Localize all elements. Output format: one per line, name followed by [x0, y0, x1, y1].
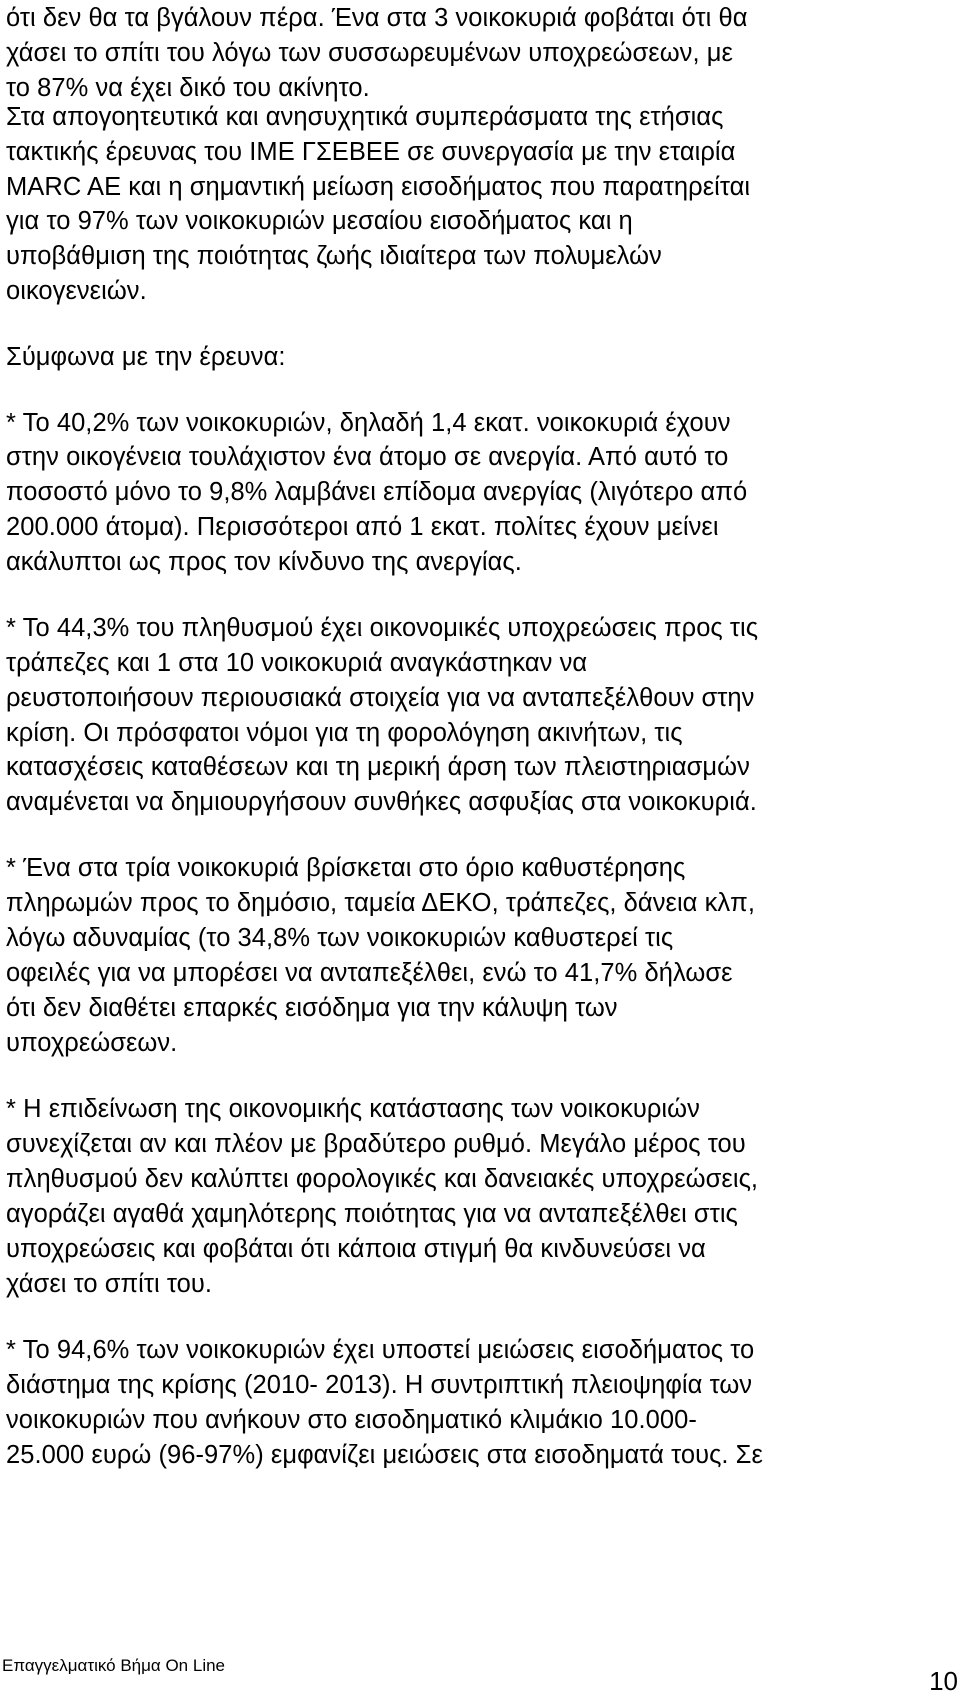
text-line: ποσοστό μόνο το 9,8% λαμβάνει επίδομα ανεργίας (λιγότερο από: [6, 478, 748, 506]
text-line: χάσει το σπίτι του λόγω των συσσωρευμένων υποχρεώσεων, με: [6, 39, 733, 67]
text-line: νοικοκυριών που ανήκουν στο εισοδηματικό κλιμάκιο 10.000-: [6, 1406, 697, 1434]
text-line: ότι δεν θα τα βγάλουν πέρα. Ένα στα 3 νοικοκυριά φοβάται ότι θα: [6, 4, 748, 32]
text-line: MARC AE και η σημαντική μείωση εισοδήματος που παρατηρείται: [6, 173, 751, 201]
text-line: αγοράζει αγαθά χαμηλότερης ποιότητας για να ανταπεξέλθει στις: [6, 1200, 738, 1228]
text-line: 25.000 ευρώ (96-97%) εμφανίζει μειώσεις στα εισοδηματά τους. Σε: [6, 1441, 763, 1469]
text-line: χάσει το σπίτι του.: [6, 1270, 212, 1298]
text-line: κατασχέσεις καταθέσεων και τη μερική άρση των πλειστηριασμών: [6, 753, 750, 781]
text-line: * Ένα στα τρία νοικοκυριά βρίσκεται στο όριο καθυστέρησης: [6, 854, 686, 882]
text-line: * Το 94,6% των νοικοκυριών έχει υποστεί μειώσεις εισοδήματος το: [6, 1336, 755, 1364]
text-line: συνεχίζεται αν και πλέον με βραδύτερο ρυθμό. Μεγάλο μέρος του: [6, 1130, 746, 1158]
text-line: για το 97% των νοικοκυριών μεσαίου εισοδήματος και η: [6, 207, 633, 235]
text-line: οφειλές για να μπορέσει να ανταπεξέλθει, ενώ το 41,7% δήλωσε: [6, 959, 733, 987]
text-line: ρευστοποιήσουν περιουσιακά στοιχεία για να ανταπεξέλθουν στην: [6, 684, 755, 712]
text-line: λόγω αδυναμίας (το 34,8% των νοικοκυριών καθυστερεί τις: [6, 924, 674, 952]
text-line: ότι δεν διαθέτει επαρκές εισόδημα για την κάλυψη των: [6, 994, 618, 1022]
text-line: κρίση. Οι πρόσφατοι νόμοι για τη φορολόγηση ακινήτων, τις: [6, 719, 683, 747]
text-line: αναμένεται να δημιουργήσουν συνθήκες ασφυξίας στα νοικοκυριά.: [6, 788, 757, 816]
text-line: * Το 40,2% των νοικοκυριών, δηλαδή 1,4 εκατ. νοικοκυριά έχουν: [6, 409, 731, 437]
text-line: πληθυσμού δεν καλύπτει φορολογικές και δανειακές υποχρεώσεις,: [6, 1165, 759, 1193]
text-line: υποβάθμιση της ποιότητας ζωής ιδιαίτερα των πολυμελών: [6, 242, 662, 270]
text-line: οικογενειών.: [6, 277, 147, 305]
text-line: διάστημα της κρίσης (2010- 2013). Η συντριπτική πλειοψηφία των: [6, 1371, 753, 1399]
text-line: τράπεζες και 1 στα 10 νοικοκυριά αναγκάστηκαν να: [6, 649, 588, 677]
text-line: Σύμφωνα με την έρευνα:: [6, 343, 286, 371]
text-line: τακτικής έρευνας του ΙΜΕ ΓΣΕΒΕΕ σε συνεργασία με την εταιρία: [6, 138, 736, 166]
text-line: * Το 44,3% του πληθυσμού έχει οικονομικές υποχρεώσεις προς τις: [6, 614, 759, 642]
text-line: 200.000 άτομα). Περισσότεροι από 1 εκατ. πολίτες έχουν μείνει: [6, 513, 719, 541]
text-line: πληρωμών προς το δημόσιο, ταμεία ΔΕΚΟ, τράπεζες, δάνεια κλπ,: [6, 889, 755, 917]
footer-source: Επαγγελματικό Βήμα On Line: [2, 1656, 226, 1675]
text-line: ακάλυπτοι ως προς τον κίνδυνο της ανεργίας.: [6, 548, 522, 576]
text-line: * Η επιδείνωση της οικονομικής κατάστασης των νοικοκυριών: [6, 1095, 700, 1123]
text-line: υποχρεώσεις και φοβάται ότι κάποια στιγμή θα κινδυνεύσει να: [6, 1235, 706, 1263]
text-line: υποχρεώσεων.: [6, 1029, 178, 1057]
text-line: το 87% να έχει δικό του ακίνητο.: [6, 74, 370, 102]
text-line: στην οικογένεια τουλάχιστον ένα άτομο σε ανεργία. Από αυτό το: [6, 443, 729, 471]
page-number: 10: [929, 1666, 958, 1696]
text-line: Στα απογοητευτικά και ανησυχητικά συμπεράσματα της ετήσιας: [6, 103, 724, 131]
